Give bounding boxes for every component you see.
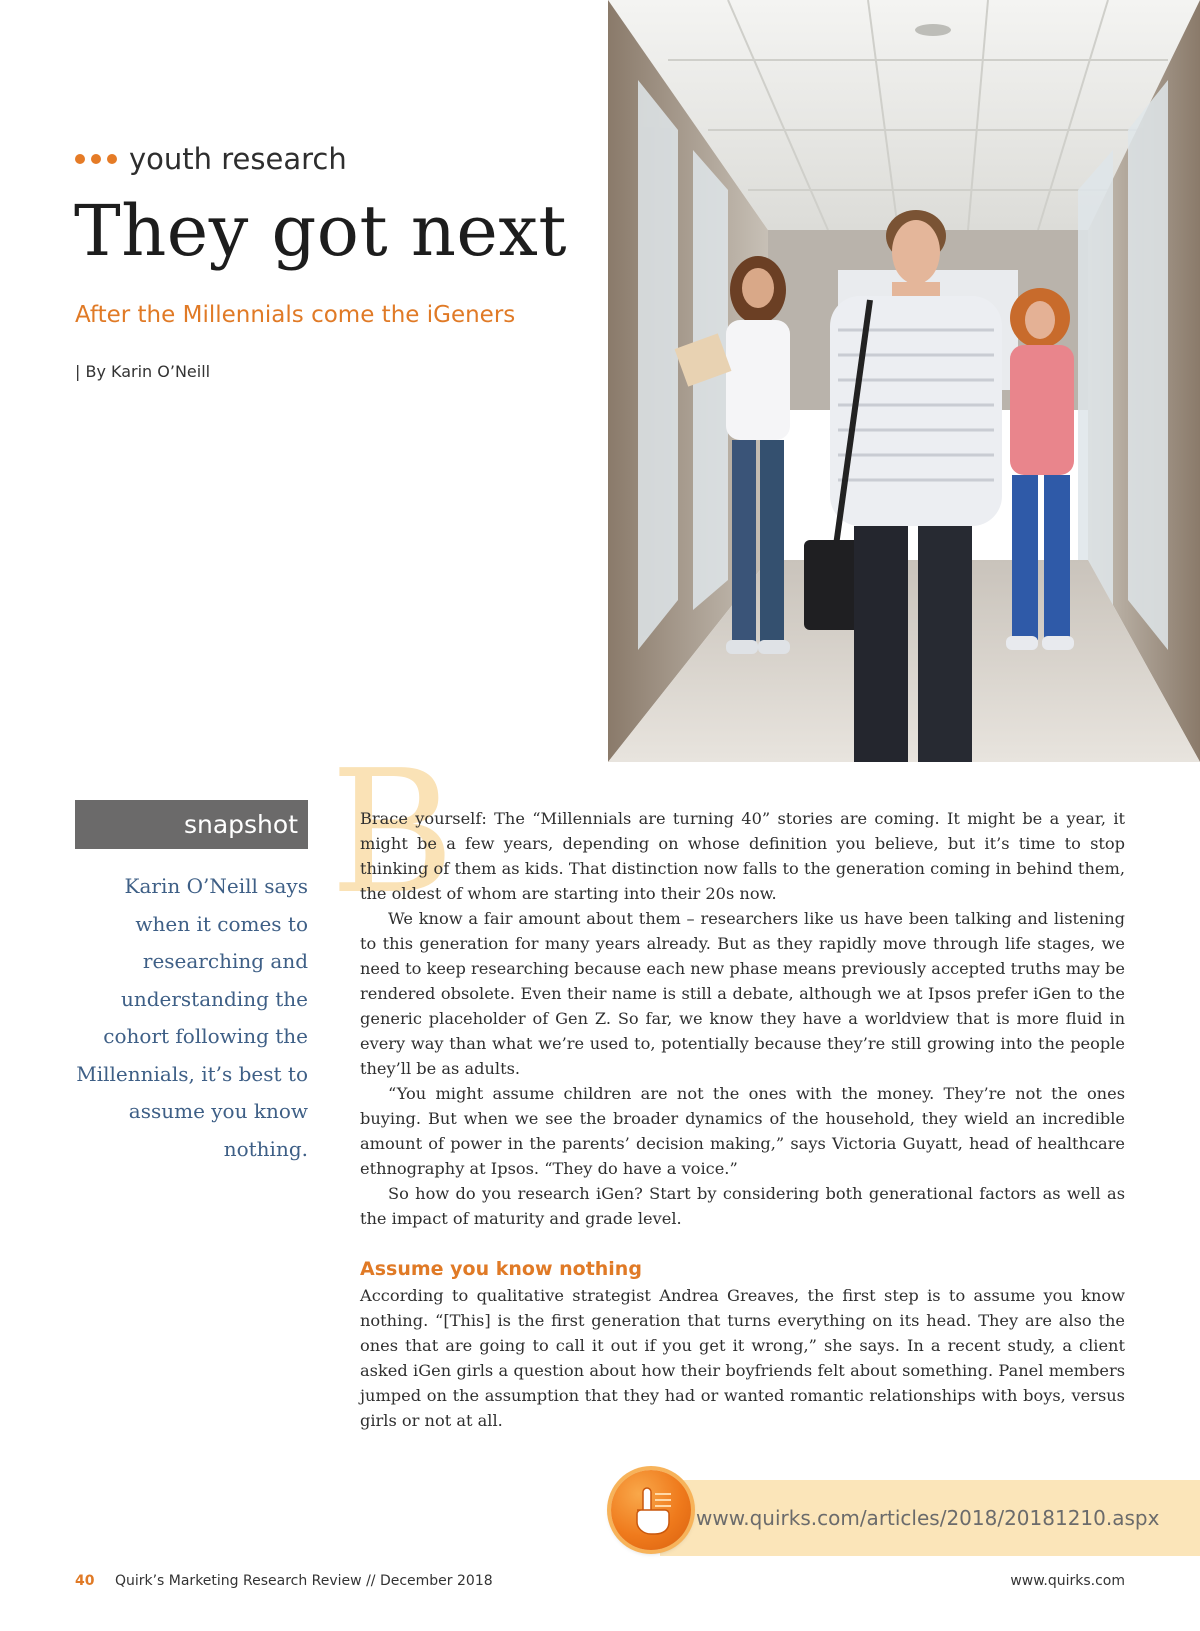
- article-url-banner[interactable]: [660, 1480, 1200, 1556]
- article-subtitle: After the Millennials come the iGeners: [75, 302, 516, 328]
- publication-name: Quirk’s Marketing Research Review // December 2018: [114, 1573, 493, 1589]
- page-number: 40: [75, 1573, 95, 1589]
- students-in-hallway-photo: [608, 0, 1200, 762]
- article-url-link[interactable]: www.quirks.com/articles/2018/20181210.aspx: [696, 1506, 1160, 1530]
- snapshot-label: snapshot: [75, 800, 308, 849]
- bullet-dots-icon: [75, 154, 117, 164]
- section-tag-label: youth research: [129, 142, 347, 176]
- body-paragraph: So how do you research iGen? Start by considering both generational factors as well as the impact of maturity and grade level.: [360, 1184, 1125, 1228]
- body-paragraph: We know a fair amount about them – researchers like us have been talking and listening to this generation for many years already. But as they rapidly move through life stages, we need to keep researching because each new phase means previously accepted truths may be rendered obsolete. Even their name is still a debate, although we at Ipsos prefer iGen to the generic placeholder of Gen Z. So far, we know they have a worldview that is more fluid in every way than what we’re used to, potentially because they’re still growing into the people they’ll be as adults.: [360, 909, 1125, 1078]
- byline: | By Karin O’Neill: [75, 362, 211, 381]
- article-body: [360, 806, 1125, 1433]
- article-title: They got next: [74, 190, 567, 272]
- drop-cap: B: [330, 734, 455, 932]
- body-paragraph: According to qualitative strategist Andrea Greaves, the first step is to assume you know nothing. “[This] is the first generation that turns everything on its head. They are also the ones that are going to call it out if you get it wrong,” she says. In a recent study, a client asked iGen girls a question about how their boyfriends felt about something. Panel members jumped on the assumption that they had or wanted romantic relationships with boys, versus girls or not at all.: [360, 1286, 1125, 1430]
- section-heading: Assume you know nothing: [360, 1258, 642, 1280]
- page-footer: [75, 1573, 1125, 1589]
- section-tag: [75, 142, 347, 176]
- body-paragraph: “You might assume children are not the ones with the money. They’re not the ones buying. But when we see the broader dynamics of the household, they wield an incredible amount of power in the parents’ decision making,” says Victoria Guyatt, head of healthcare ethnography at Ipsos. “They do have a voice.”: [360, 1084, 1125, 1178]
- pointing-hand-icon[interactable]: [611, 1470, 691, 1550]
- body-paragraph: Brace yourself: The “Millennials are turning 40” stories are coming. It might be a year, it might be a few years, depending on whose definition you believe, but it’s time to stop thinking of them as kids. That distinction now falls to the generation coming in behind them, the oldest of whom are starting into their 20s now.: [360, 809, 1125, 903]
- footer-left: [75, 1573, 493, 1589]
- snapshot-summary: Karin O’Neill says when it comes to researching and understanding the cohort following the Millennials, it’s best to assume you know nothing.: [76, 874, 308, 1161]
- footer-website[interactable]: www.quirks.com: [1010, 1573, 1125, 1589]
